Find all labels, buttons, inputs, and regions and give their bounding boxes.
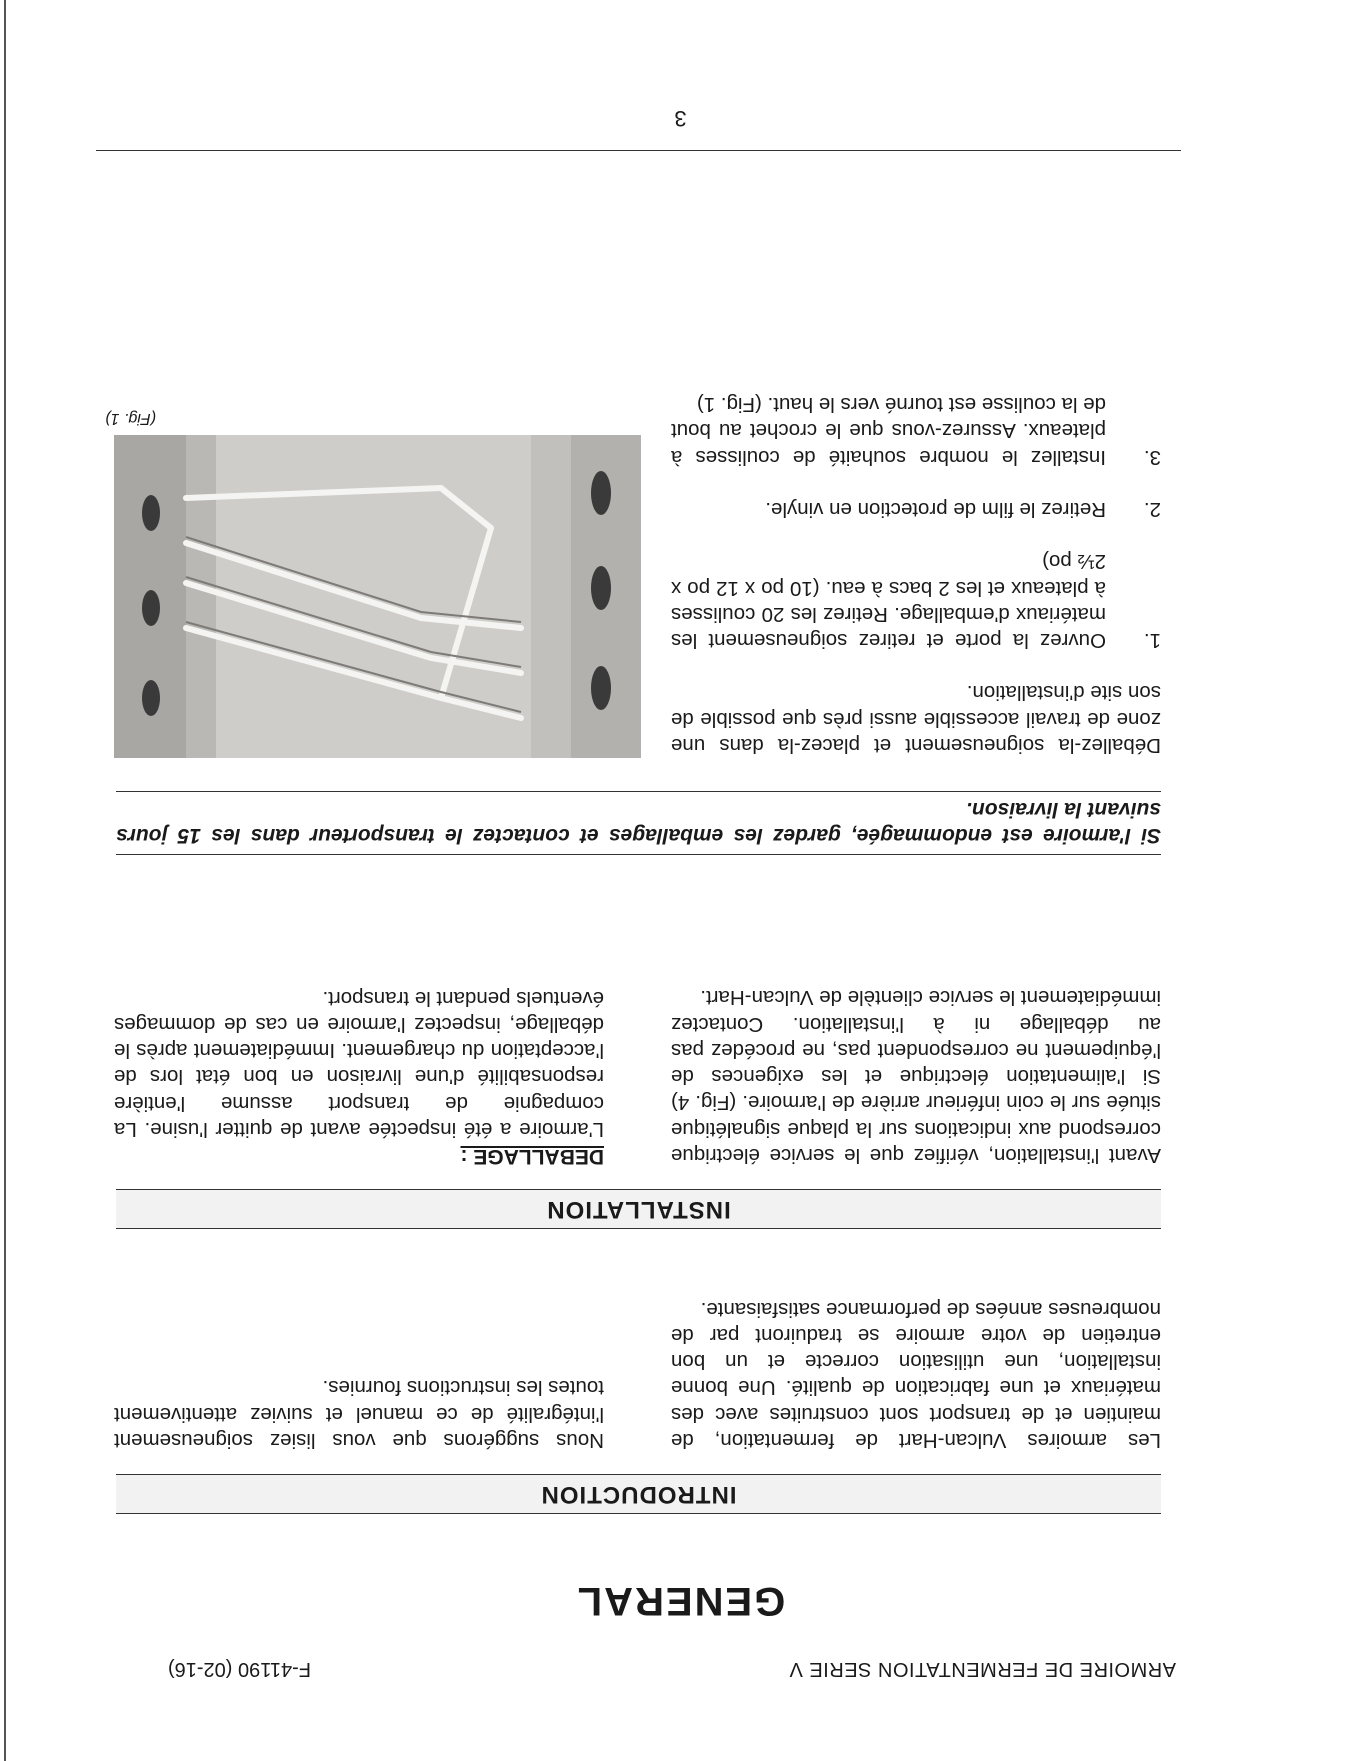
unpacking-paragraph: L'armoire a été inspectée avant de quitter l'usine. La compagnie de transport assume l'entière responsabilité d'une livraison en bon état lors de l'acceptation du chargement. Immédiatement après le déballage, inspectez l'armoire en cas de dommages éventuels pendant le transport. xyxy=(114,986,604,1141)
document-code: F-41190 (02-16) xyxy=(167,1658,311,1680)
list-item xyxy=(671,391,1161,470)
section-heading-introduction: INTRODUCTION xyxy=(116,1474,1161,1514)
step-text: Retirez le film de protection en vinyle. xyxy=(765,497,1106,521)
scan-edge-line xyxy=(4,0,6,1761)
document-title: ARMOIRE DE FERMENTATION SERIE V xyxy=(788,1658,1176,1680)
tray-slide-photo xyxy=(114,435,641,758)
step-number: 1. xyxy=(1143,629,1161,653)
step-text: Installez le nombre souhaité de coulisses à plateaux. Assurez-vous que le crochet au bout de la coulisse est tourné vers le haut. (Fig. 1) xyxy=(671,393,1106,469)
section-heading-installation: INSTALLATION xyxy=(116,1189,1161,1229)
damage-warning: Si l'armoire est endommagée, gardez les emballages et contactez le transporteur dans les 15 jours suivant la livraison. xyxy=(116,791,1161,855)
installation-electrical-paragraph: Avant l'installation, vérifiez que le service électrique correspond aux indications sur la plaque signalétique située sur le coin inférieur arrière de l'armoire. (Fig. 4) Si l'alimentation électrique et les exigences de l'équipement ne correspondent pas, ne procédez pas au déballage ni à l'installation. Contactez immédiatement le service clientèle de Vulcan-Hart. xyxy=(671,986,1161,1167)
page-number: 3 xyxy=(674,106,687,131)
intro-right-paragraph: Nous suggérons que vous lisiez soigneusement l'intégralité de ce manuel et suiviez attentivement toutes les instructions fournies. xyxy=(114,1376,604,1452)
unpacking-block xyxy=(114,984,604,1168)
footer-rule xyxy=(96,150,1181,151)
intro-left-paragraph: Les armoires Vulcan-Hart de fermentation, de maintien et de transport sont construites avec des matériaux et une fabrication de qualité. Une bonne installation, une utilisation correcte et un bon entretien de votre armoire se traduiront par de nombreuses années de performance satisfaisante. xyxy=(671,1297,1161,1452)
list-item xyxy=(671,496,1161,522)
page-title: GENERAL xyxy=(575,1579,786,1623)
unpacking-heading: DEBALLAGE : xyxy=(460,1145,604,1168)
unpack-paragraph: Déballez-la soigneusement et placez-la dans une zone de travail accessible aussi près que possible de son site d'installation. xyxy=(671,681,1161,757)
figure-caption: (Fig. 1) xyxy=(105,410,156,427)
list-item xyxy=(671,548,1161,653)
steps-list xyxy=(671,391,1161,653)
step-number: 3. xyxy=(1143,445,1161,469)
step-number: 2. xyxy=(1143,497,1161,521)
step-text: Ouvrez la porte et retirez soigneusement les matériaux d'emballage. Retirez les 20 coulisses à plateaux et les 2 bacs à eau. (10 po x 12 po x 2½ po) xyxy=(671,550,1106,653)
tray-slide-illustration xyxy=(114,435,641,758)
unpack-instructions xyxy=(671,365,1161,758)
